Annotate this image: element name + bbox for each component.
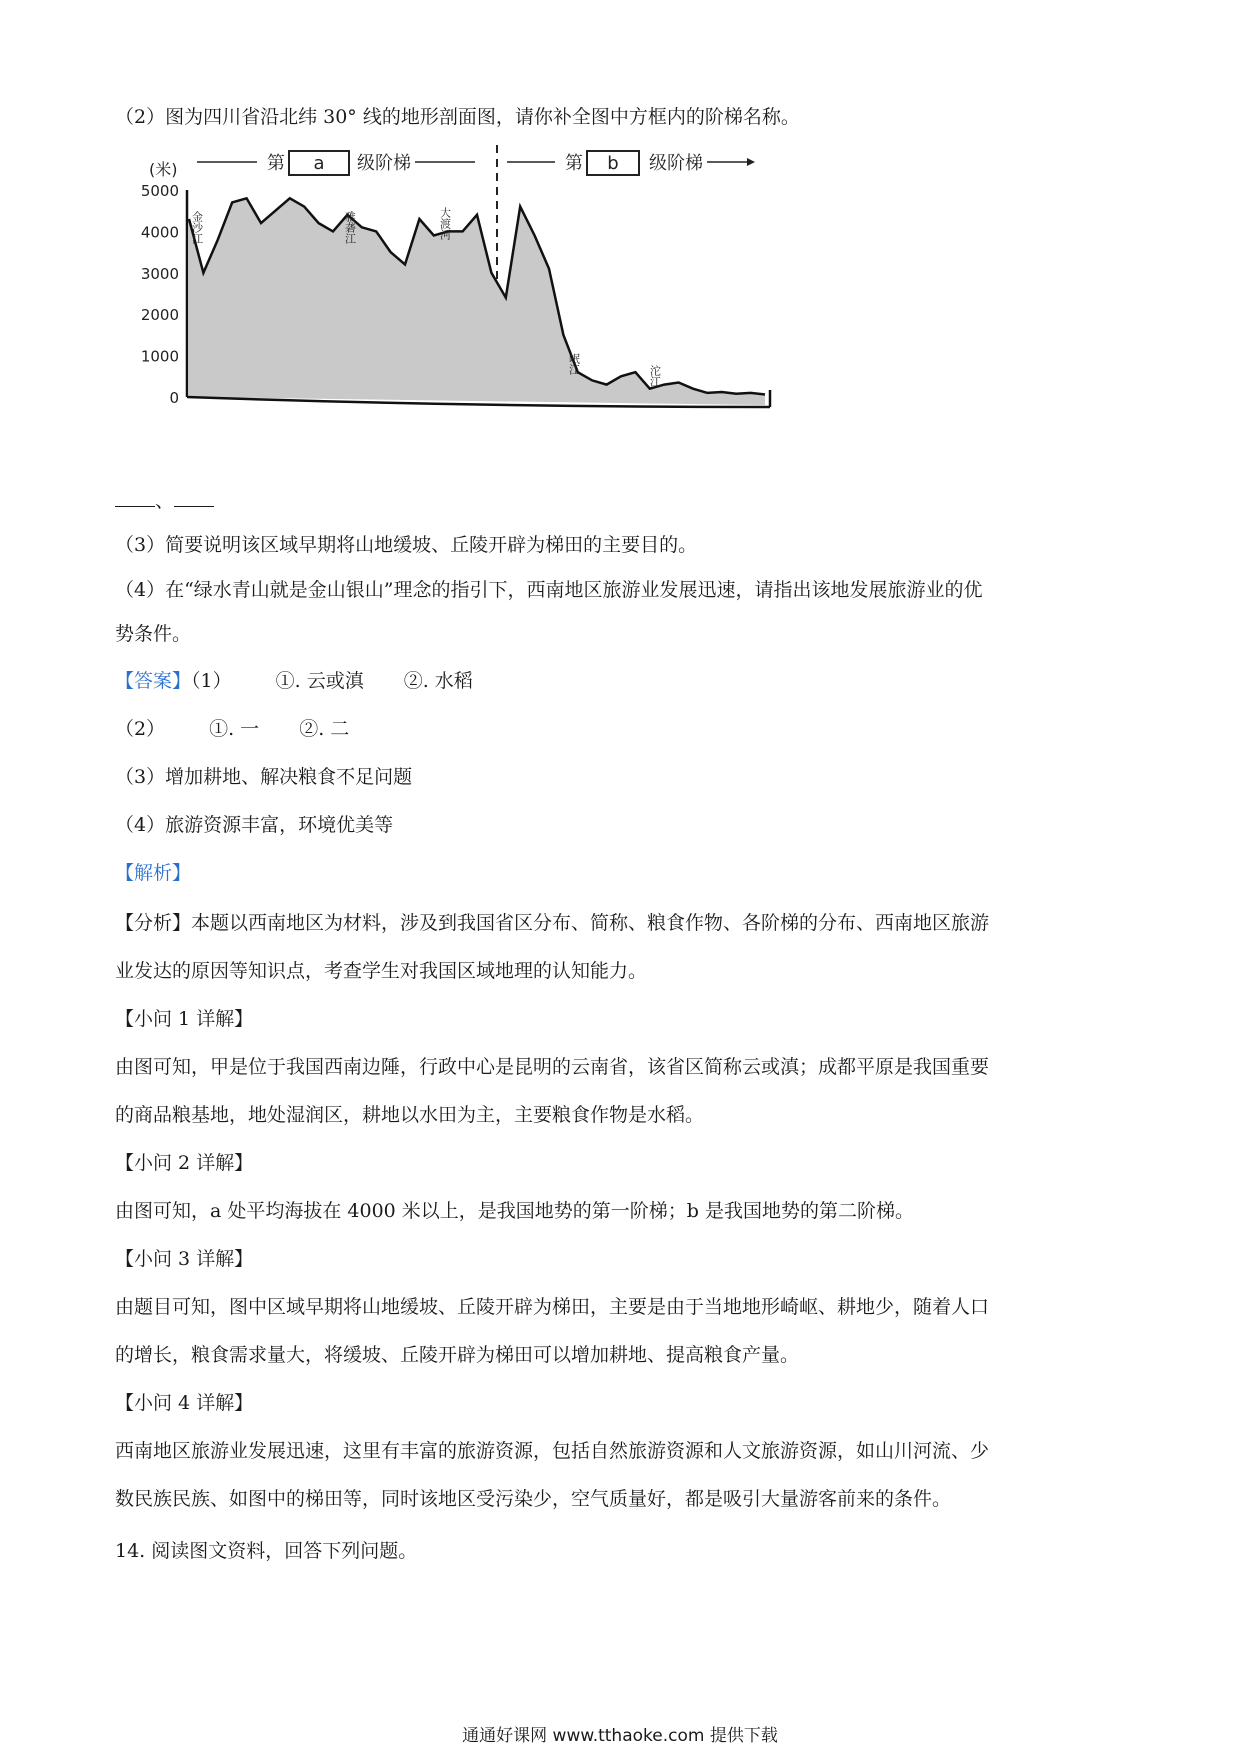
answer-2-item1: ①. 一: [209, 718, 260, 740]
answer-tag: 【答案】: [115, 670, 192, 692]
answer-1-prefix: （1）: [191, 670, 232, 692]
blank-separator: 、: [155, 490, 175, 512]
step-a-box-label: a: [313, 153, 325, 174]
y-axis-unit: (米): [149, 160, 178, 179]
label-jinsha: 金沙江: [190, 211, 204, 244]
y-tick-label: 2000: [140, 306, 179, 325]
question-14: 14. 阅读图文资料，回答下列问题。: [115, 1540, 418, 1562]
terrain-profile-figure: [140, 145, 885, 465]
answer-line-1: [115, 668, 473, 694]
step-left-prefix: 第: [267, 153, 285, 174]
analysis-tag: 【解析】: [115, 862, 192, 884]
terrain-fill: [189, 198, 765, 405]
subq2-line1: 由图可知，a 处平均海拔在 4000 米以上，是我国地势的第一阶梯；b 是我国地势的第二阶梯。: [115, 1200, 915, 1222]
y-tick-label: 3000: [140, 264, 179, 283]
y-tick-label: 5000: [140, 182, 179, 200]
step-b-box-label: b: [607, 153, 619, 174]
blank-a[interactable]: [115, 488, 155, 507]
subq1-line2: 的商品粮基地，地处湿润区，耕地以水田为主，主要粮食作物是水稻。: [115, 1104, 705, 1126]
label-min: 岷江: [567, 353, 581, 375]
analysis-fenxi-line1: 【分析】本题以西南地区为材料，涉及到我国省区分布、简称、粮食作物、各阶梯的分布、西南地区旅游: [115, 912, 990, 934]
question-2-prompt: （2）图为四川省沿北纬 30° 线的地形剖面图，请你补全图中方框内的阶梯名称。: [115, 106, 800, 128]
step-right-prefix: 第: [565, 153, 583, 174]
subq2-title: 【小问 2 详解】: [115, 1152, 254, 1174]
answer-line-3: （3）增加耕地、解决粮食不足问题: [115, 766, 413, 788]
step-header-left: [197, 151, 475, 175]
answer-line-4: （4）旅游资源丰富，环境优美等: [115, 814, 394, 836]
y-tick-label: 1000: [140, 347, 179, 366]
subq4-title: 【小问 4 详解】: [115, 1392, 254, 1414]
y-tick-label: 4000: [140, 223, 179, 242]
subq4-line2: 数民族民族、如图中的梯田等，同时该地区受污染少，空气质量好，都是吸引大量游客前来的条件。: [115, 1488, 952, 1510]
terrain-profile-chart: [140, 145, 885, 465]
subq4-line1: 西南地区旅游业发展迅速，这里有丰富的旅游资源，包括自然旅游资源和人文旅游资源，如山川河流、少: [115, 1440, 990, 1462]
y-axis-ticks: [141, 182, 179, 407]
blank-b[interactable]: [174, 488, 214, 507]
y-tick-label: 0: [169, 389, 179, 407]
subq3-line1: 由题目可知，图中区域早期将山地缓坡、丘陵开辟为梯田，主要是由于当地地形崎岖、耕地少，随着人口: [115, 1296, 990, 1318]
answer-1-item2: ②. 水稻: [403, 670, 473, 692]
label-dadu: 大渡河: [438, 207, 452, 240]
question-4-line1: （4）在“绿水青山就是金山银山”理念的指引下，西南地区旅游业发展迅速，请指出该地发展旅游业的优: [115, 579, 983, 601]
subq1-title: 【小问 1 详解】: [115, 1008, 254, 1030]
label-tuo: 沱江: [648, 365, 662, 387]
question-3: （3）简要说明该区域早期将山地缓坡、丘陵开辟为梯田的主要目的。: [115, 534, 698, 556]
step-header-right: [507, 151, 755, 175]
question-4-line2: 势条件。: [115, 623, 192, 645]
step-right-suffix: 级阶梯: [649, 153, 703, 174]
subq3-title: 【小问 3 详解】: [115, 1248, 254, 1270]
step-left-suffix: 级阶梯: [357, 153, 411, 174]
answer-blanks: [115, 488, 214, 514]
answer-1-item1: ①. 云或滇: [275, 670, 364, 692]
subq1-line1: 由图可知，甲是位于我国西南边陲，行政中心是昆明的云南省，该省区简称云或滇；成都平原是我国重要: [115, 1056, 990, 1078]
answer-line-2: [115, 716, 349, 742]
answer-2-item2: ②. 二: [299, 718, 350, 740]
subq3-line2: 的增长，粮食需求量大，将缓坡、丘陵开辟为梯田可以增加耕地、提高粮食产量。: [115, 1344, 800, 1366]
footer-credit: 通通好课网 www.tthaoke.com 提供下载: [462, 1726, 778, 1746]
label-yalong: 雅砻江: [343, 211, 357, 244]
answer-2-prefix: （2）: [115, 718, 166, 740]
analysis-fenxi-line2: 业发达的原因等知识点，考查学生对我国区域地理的认知能力。: [115, 960, 648, 982]
